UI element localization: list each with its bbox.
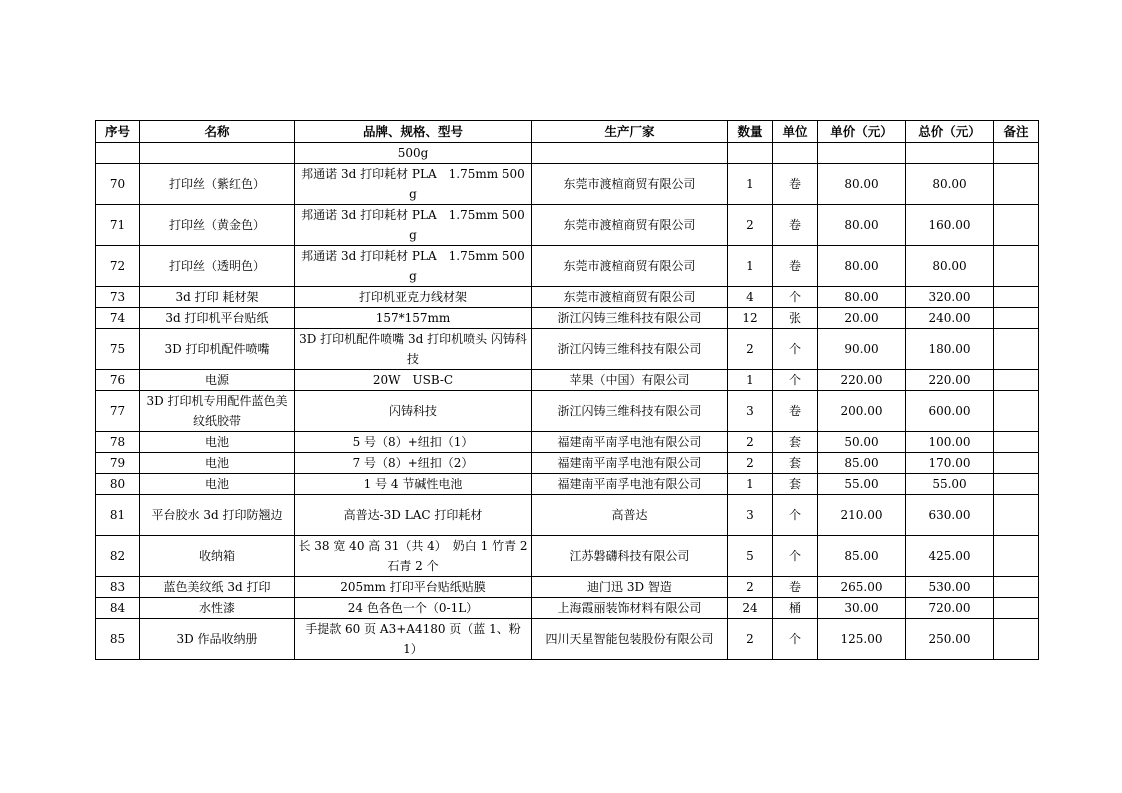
cell-total: 320.00 bbox=[906, 287, 994, 308]
cell-maker: 东莞市渡楦商贸有限公司 bbox=[532, 287, 728, 308]
cell-no: 73 bbox=[96, 287, 140, 308]
cell-no: 72 bbox=[96, 246, 140, 287]
header-unit: 单位 bbox=[773, 121, 818, 143]
cell-no: 84 bbox=[96, 598, 140, 619]
cell-spec: 邦通诺 3d 打印耗材 PLA 1.75mm 500g bbox=[295, 205, 532, 246]
cell-maker: 福建南平南孚电池有限公司 bbox=[532, 474, 728, 495]
cell-no: 79 bbox=[96, 453, 140, 474]
header-note: 备注 bbox=[994, 121, 1039, 143]
cell-price: 85.00 bbox=[818, 453, 906, 474]
cell-no bbox=[96, 143, 140, 164]
cell-total: 80.00 bbox=[906, 164, 994, 205]
cell-price: 125.00 bbox=[818, 619, 906, 660]
cell-no: 81 bbox=[96, 495, 140, 536]
cell-qty: 24 bbox=[728, 598, 773, 619]
cell-maker: 东莞市渡楦商贸有限公司 bbox=[532, 246, 728, 287]
cell-spec: 24 色各色一个（0-1L） bbox=[295, 598, 532, 619]
cell-unit: 个 bbox=[773, 536, 818, 577]
cell-spec: 邦通诺 3d 打印耗材 PLA 1.75mm 500g bbox=[295, 164, 532, 205]
cell-spec: 20W USB-C bbox=[295, 370, 532, 391]
cell-name: 平台胶水 3d 打印防翘边 bbox=[140, 495, 295, 536]
cell-spec: 157*157mm bbox=[295, 308, 532, 329]
cell-total: 630.00 bbox=[906, 495, 994, 536]
cell-spec: 高普达-3D LAC 打印耗材 bbox=[295, 495, 532, 536]
cell-unit bbox=[773, 143, 818, 164]
cell-no: 85 bbox=[96, 619, 140, 660]
cell-qty: 1 bbox=[728, 474, 773, 495]
cell-total: 220.00 bbox=[906, 370, 994, 391]
cell-total: 100.00 bbox=[906, 432, 994, 453]
cell-total: 720.00 bbox=[906, 598, 994, 619]
cell-price: 80.00 bbox=[818, 246, 906, 287]
cell-unit: 卷 bbox=[773, 391, 818, 432]
cell-spec: 邦通诺 3d 打印耗材 PLA 1.75mm 500g bbox=[295, 246, 532, 287]
table-row bbox=[96, 391, 1039, 432]
cell-qty: 2 bbox=[728, 577, 773, 598]
cell-name: 3D 作品收纳册 bbox=[140, 619, 295, 660]
cell-maker: 福建南平南孚电池有限公司 bbox=[532, 453, 728, 474]
cell-maker: 高普达 bbox=[532, 495, 728, 536]
cell-total: 240.00 bbox=[906, 308, 994, 329]
cell-note bbox=[994, 391, 1039, 432]
cell-qty: 4 bbox=[728, 287, 773, 308]
cell-price: 200.00 bbox=[818, 391, 906, 432]
cell-total: 600.00 bbox=[906, 391, 994, 432]
cell-maker: 东莞市渡楦商贸有限公司 bbox=[532, 164, 728, 205]
cell-name: 打印丝（透明色） bbox=[140, 246, 295, 287]
cell-maker: 浙江闪铸三维科技有限公司 bbox=[532, 308, 728, 329]
cell-unit: 桶 bbox=[773, 598, 818, 619]
table-row bbox=[96, 619, 1039, 660]
header-qty: 数量 bbox=[728, 121, 773, 143]
cell-qty: 2 bbox=[728, 619, 773, 660]
cell-maker: 浙江闪铸三维科技有限公司 bbox=[532, 391, 728, 432]
cell-qty: 2 bbox=[728, 329, 773, 370]
cell-note bbox=[994, 143, 1039, 164]
table-header bbox=[96, 121, 1039, 143]
cell-note bbox=[994, 246, 1039, 287]
cell-price bbox=[818, 143, 906, 164]
cell-unit: 个 bbox=[773, 495, 818, 536]
cell-note bbox=[994, 329, 1039, 370]
cell-name: 电池 bbox=[140, 453, 295, 474]
cell-maker: 四川天星智能包装股份有限公司 bbox=[532, 619, 728, 660]
cell-name: 水性漆 bbox=[140, 598, 295, 619]
cell-unit: 卷 bbox=[773, 164, 818, 205]
cell-total: 425.00 bbox=[906, 536, 994, 577]
cell-note bbox=[994, 205, 1039, 246]
cell-no: 82 bbox=[96, 536, 140, 577]
cell-total: 80.00 bbox=[906, 246, 994, 287]
cell-price: 50.00 bbox=[818, 432, 906, 453]
cell-qty: 1 bbox=[728, 246, 773, 287]
cell-unit: 张 bbox=[773, 308, 818, 329]
header-name: 名称 bbox=[140, 121, 295, 143]
cell-spec: 1 号 4 节碱性电池 bbox=[295, 474, 532, 495]
cell-no: 76 bbox=[96, 370, 140, 391]
cell-no: 80 bbox=[96, 474, 140, 495]
table-row bbox=[96, 453, 1039, 474]
table-row bbox=[96, 598, 1039, 619]
cell-no: 83 bbox=[96, 577, 140, 598]
cell-unit: 卷 bbox=[773, 205, 818, 246]
cell-unit: 套 bbox=[773, 453, 818, 474]
table-row bbox=[96, 246, 1039, 287]
cell-maker: 江苏磐礴科技有限公司 bbox=[532, 536, 728, 577]
cell-price: 80.00 bbox=[818, 164, 906, 205]
cell-spec: 长 38 宽 40 高 31（共 4） 奶白 1 竹青 2 石青 2 个 bbox=[295, 536, 532, 577]
cell-note bbox=[994, 453, 1039, 474]
cell-name: 3D 打印机专用配件蓝色美纹纸胶带 bbox=[140, 391, 295, 432]
cell-note bbox=[994, 577, 1039, 598]
cell-note bbox=[994, 308, 1039, 329]
cell-price: 265.00 bbox=[818, 577, 906, 598]
table-row bbox=[96, 495, 1039, 536]
cell-note bbox=[994, 432, 1039, 453]
cell-maker: 上海霞丽装饰材料有限公司 bbox=[532, 598, 728, 619]
cell-total: 180.00 bbox=[906, 329, 994, 370]
cell-no: 70 bbox=[96, 164, 140, 205]
cell-maker: 迪门迅 3D 智造 bbox=[532, 577, 728, 598]
header-spec: 品牌、规格、型号 bbox=[295, 121, 532, 143]
cell-name: 电池 bbox=[140, 432, 295, 453]
cell-unit: 个 bbox=[773, 287, 818, 308]
cell-name: 电源 bbox=[140, 370, 295, 391]
cell-unit: 个 bbox=[773, 370, 818, 391]
cell-no: 77 bbox=[96, 391, 140, 432]
cell-price: 85.00 bbox=[818, 536, 906, 577]
cell-total bbox=[906, 143, 994, 164]
table-row bbox=[96, 536, 1039, 577]
cell-total: 160.00 bbox=[906, 205, 994, 246]
cell-unit: 卷 bbox=[773, 246, 818, 287]
table-row bbox=[96, 287, 1039, 308]
cell-maker bbox=[532, 143, 728, 164]
cell-unit: 套 bbox=[773, 474, 818, 495]
cell-name: 打印丝（紫红色） bbox=[140, 164, 295, 205]
cell-unit: 个 bbox=[773, 329, 818, 370]
cell-spec: 3D 打印机配件喷嘴 3d 打印机喷头 闪铸科技 bbox=[295, 329, 532, 370]
cell-qty: 12 bbox=[728, 308, 773, 329]
cell-name: 蓝色美纹纸 3d 打印 bbox=[140, 577, 295, 598]
cell-qty: 2 bbox=[728, 432, 773, 453]
cell-name: 电池 bbox=[140, 474, 295, 495]
cell-name: 3d 打印机平台贴纸 bbox=[140, 308, 295, 329]
cell-note bbox=[994, 495, 1039, 536]
cell-price: 80.00 bbox=[818, 287, 906, 308]
cell-name bbox=[140, 143, 295, 164]
continuation-row bbox=[96, 143, 1039, 164]
cell-maker: 苹果（中国）有限公司 bbox=[532, 370, 728, 391]
cell-no: 74 bbox=[96, 308, 140, 329]
cell-qty: 2 bbox=[728, 205, 773, 246]
cell-price: 80.00 bbox=[818, 205, 906, 246]
procurement-table bbox=[95, 120, 1039, 660]
cell-qty: 3 bbox=[728, 391, 773, 432]
cell-unit: 卷 bbox=[773, 577, 818, 598]
cell-price: 20.00 bbox=[818, 308, 906, 329]
cell-total: 170.00 bbox=[906, 453, 994, 474]
table-row bbox=[96, 329, 1039, 370]
cell-spec: 500g bbox=[295, 143, 532, 164]
cell-qty: 1 bbox=[728, 164, 773, 205]
cell-spec: 打印机亚克力线材架 bbox=[295, 287, 532, 308]
header-price: 单价（元） bbox=[818, 121, 906, 143]
table-row bbox=[96, 577, 1039, 598]
cell-qty: 5 bbox=[728, 536, 773, 577]
cell-no: 78 bbox=[96, 432, 140, 453]
cell-unit: 个 bbox=[773, 619, 818, 660]
cell-note bbox=[994, 287, 1039, 308]
table-row bbox=[96, 164, 1039, 205]
cell-spec: 7 号（8）+纽扣（2） bbox=[295, 453, 532, 474]
cell-unit: 套 bbox=[773, 432, 818, 453]
cell-note bbox=[994, 370, 1039, 391]
cell-note bbox=[994, 619, 1039, 660]
cell-price: 55.00 bbox=[818, 474, 906, 495]
cell-spec: 5 号（8）+纽扣（1） bbox=[295, 432, 532, 453]
cell-note bbox=[994, 474, 1039, 495]
cell-qty: 2 bbox=[728, 453, 773, 474]
cell-note bbox=[994, 536, 1039, 577]
cell-price: 210.00 bbox=[818, 495, 906, 536]
header-no: 序号 bbox=[96, 121, 140, 143]
cell-total: 530.00 bbox=[906, 577, 994, 598]
table-row bbox=[96, 205, 1039, 246]
cell-name: 打印丝（黄金色） bbox=[140, 205, 295, 246]
cell-qty: 3 bbox=[728, 495, 773, 536]
table-row bbox=[96, 474, 1039, 495]
cell-total: 55.00 bbox=[906, 474, 994, 495]
cell-total: 250.00 bbox=[906, 619, 994, 660]
cell-price: 30.00 bbox=[818, 598, 906, 619]
cell-spec: 闪铸科技 bbox=[295, 391, 532, 432]
cell-price: 220.00 bbox=[818, 370, 906, 391]
header-total: 总价（元） bbox=[906, 121, 994, 143]
cell-name: 收纳箱 bbox=[140, 536, 295, 577]
cell-spec: 205mm 打印平台贴纸贴膜 bbox=[295, 577, 532, 598]
cell-maker: 东莞市渡楦商贸有限公司 bbox=[532, 205, 728, 246]
table-row bbox=[96, 370, 1039, 391]
cell-no: 71 bbox=[96, 205, 140, 246]
table-row bbox=[96, 432, 1039, 453]
cell-no: 75 bbox=[96, 329, 140, 370]
cell-spec: 手提款 60 页 A3+A4180 页（蓝 1、粉 1） bbox=[295, 619, 532, 660]
table-body bbox=[96, 143, 1039, 660]
cell-maker: 福建南平南孚电池有限公司 bbox=[532, 432, 728, 453]
cell-maker: 浙江闪铸三维科技有限公司 bbox=[532, 329, 728, 370]
table-row bbox=[96, 308, 1039, 329]
cell-qty: 1 bbox=[728, 370, 773, 391]
cell-note bbox=[994, 164, 1039, 205]
header-maker: 生产厂家 bbox=[532, 121, 728, 143]
cell-price: 90.00 bbox=[818, 329, 906, 370]
cell-name: 3d 打印 耗材架 bbox=[140, 287, 295, 308]
cell-note bbox=[994, 598, 1039, 619]
cell-qty bbox=[728, 143, 773, 164]
cell-name: 3D 打印机配件喷嘴 bbox=[140, 329, 295, 370]
